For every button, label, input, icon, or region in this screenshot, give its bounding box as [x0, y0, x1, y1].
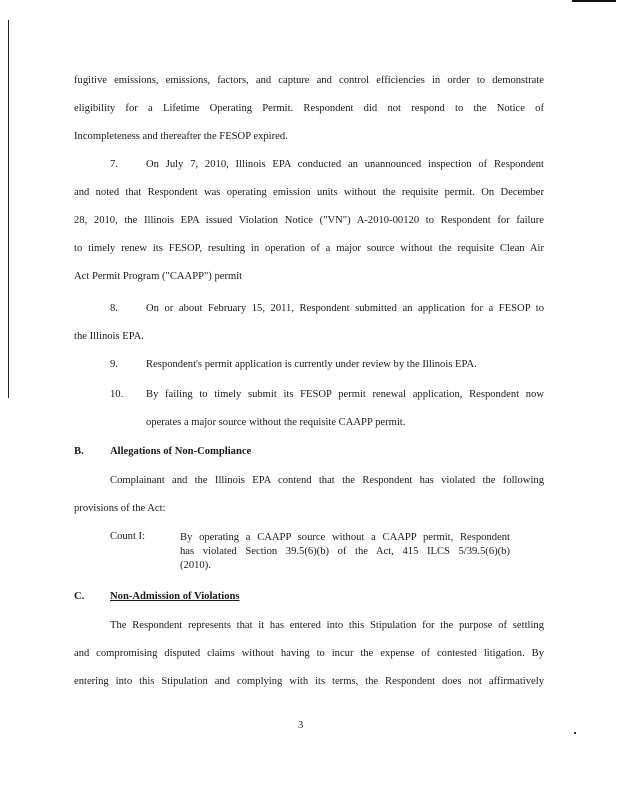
para-8-line-1: On or about February 15, 2011, Respondent submitted an application for a FESOP to: [146, 303, 544, 314]
count-text: [180, 531, 510, 573]
scan-speck: [574, 732, 576, 734]
section-c-line-3: entering into this Stipulation and complying with its terms, the Respondent does not affirmatively: [74, 676, 544, 687]
para-7-number: 7.: [110, 159, 118, 170]
section-b-line-2: provisions of the Act:: [74, 503, 166, 514]
section-b-letter: B.: [74, 446, 84, 457]
count-line-1: By operating a CAAPP source without a CAAPP permit, Respondent: [180, 532, 510, 543]
para-9-number: 9.: [110, 359, 118, 370]
section-c-line-1: The Respondent represents that it has entered into this Stipulation for the purpose of settling: [110, 620, 544, 631]
para-7-line-1: On July 7, 2010, Illinois EPA conducted an unannounced inspection of Respondent: [146, 159, 544, 170]
para-10-number: 10.: [110, 389, 124, 400]
para-7-line-3: 28, 2010, the Illinois EPA issued Violation Notice ("VN") A-2010-00120 to Respondent for failure: [74, 215, 544, 226]
scan-corner-mark: [572, 0, 616, 2]
para-7-line-2: and noted that Respondent was operating emission units without the requisite permit. On December: [74, 187, 544, 198]
para-7-line-5: Act Permit Program ("CAAPP") permit: [74, 271, 243, 282]
section-b-line-1: Complainant and the Illinois EPA contend that the Respondent has violated the following: [110, 475, 544, 486]
para-9-line-1: Respondent's permit application is currently under review by the Illinois EPA.: [146, 359, 477, 370]
section-c-line-2: and compromising disputed claims without having to incur the expense of contested litigation. By: [74, 648, 544, 659]
para-cont-line-1: fugitive emissions, emissions, factors, and capture and control efficiencies in order to demonstrate: [74, 75, 544, 86]
section-c-letter: C.: [74, 591, 85, 602]
para-10-line-1: By failing to timely submit its FESOP permit renewal application, Respondent now: [146, 389, 544, 400]
count-line-2: has violated Section 39.5(6)(b) of the Act, 415 ILCS 5/39.5(6)(b): [180, 546, 510, 557]
left-margin-rule: [8, 20, 9, 398]
count-label: Count I:: [110, 531, 146, 542]
page-number: 3: [298, 720, 304, 731]
section-b-heading: Allegations of Non-Compliance: [110, 446, 252, 457]
count-line-3: (2010).: [180, 560, 211, 571]
para-8-number: 8.: [110, 303, 118, 314]
para-cont-line-3: Incompleteness and thereafter the FESOP expired.: [74, 131, 288, 142]
para-cont-line-2: eligibility for a Lifetime Operating Permit. Respondent did not respond to the Notice of: [74, 103, 544, 114]
section-c-heading: Non-Admission of Violations: [110, 591, 240, 602]
para-10-line-2: operates a major source without the requisite CAAPP permit.: [146, 417, 406, 428]
para-8-line-2: the Illinois EPA.: [74, 331, 144, 342]
para-7-line-4: to timely renew its FESOP, resulting in operation of a major source without the requisite Clean Air: [74, 243, 544, 254]
